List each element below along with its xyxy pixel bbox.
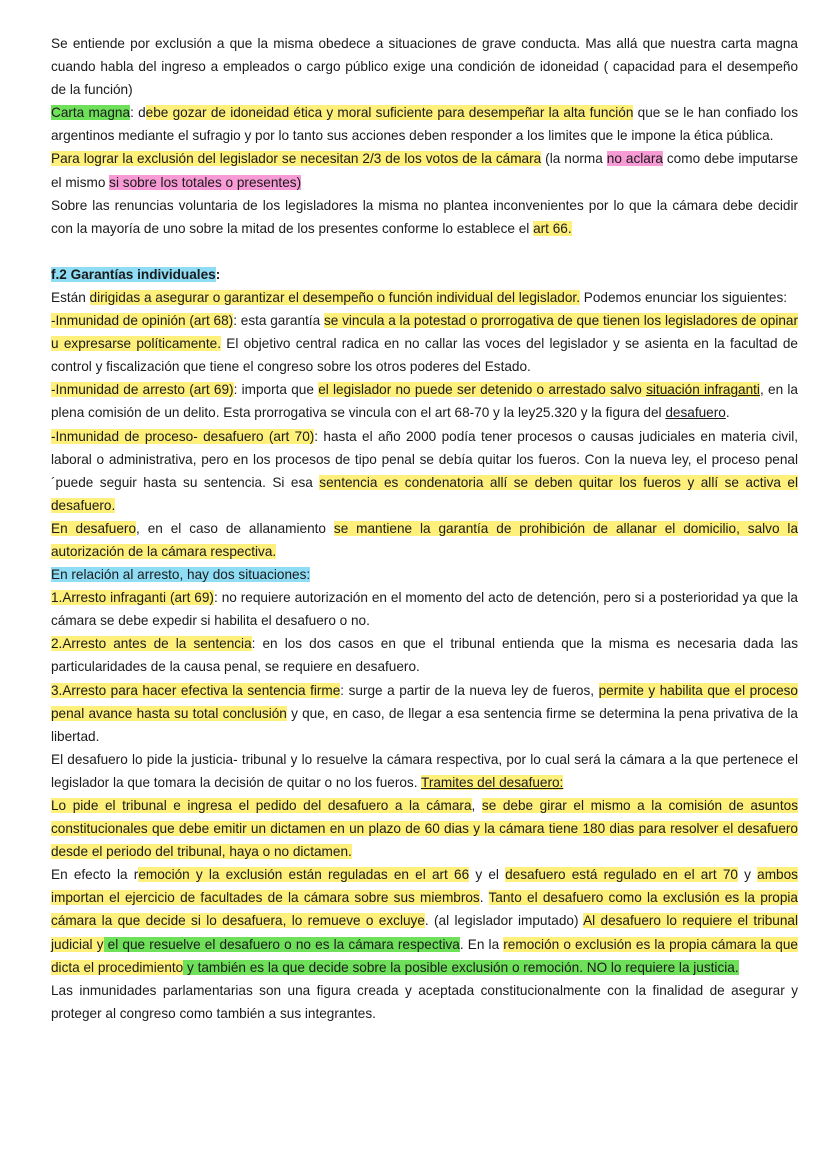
highlighted-text: se debe girar el mismo a la comisión de asuntos constitucionales que debe emitir un dictamen en un plazo de 60 dias y la cámara tiene 180 dias para resolver el desafuero desde el periodo del tribunal, haya o no dictamen. (51, 798, 798, 860)
highlighted-text: En desafuero (51, 520, 137, 536)
paragraph (51, 979, 798, 1025)
highlighted-text: el legislador no puede ser detenido o arrestado salvo (318, 382, 647, 398)
paragraph (51, 679, 798, 748)
highlighted-text: el que resuelve el desafuero o no es la cámara respectiva (103, 936, 460, 952)
highlighted-text: no aclara (606, 151, 663, 167)
text-run: . (479, 890, 489, 906)
highlighted-text: -Inmunidad de arresto (art 69) (51, 382, 234, 398)
text-run: : d (130, 105, 146, 121)
highlighted-text: sentencia es condenatoria allí se deben quitar los fueros y allí se activa el desafuero. (51, 474, 798, 513)
highlighted-text: Lo pide el tribunal e ingresa el pedido del desafuero a la cámara (51, 798, 472, 813)
paragraph (51, 194, 798, 240)
highlighted-text: ebe gozar de idoneidad ética y moral suficiente para desempeñar la alta función (145, 105, 634, 121)
text-run: que se le han confiado los argentinos mediante el sufragio y por lo tanto sus acciones deben responder a los limites que le impone la ética pública. (51, 105, 798, 144)
paragraph (51, 286, 798, 309)
highlighted-text: Carta magna (51, 105, 131, 121)
text-run: . (725, 405, 730, 421)
highlighted-text: Tanto el desafuero como la exclusión es la propia cámara la que decide si lo desafuera, lo remueve o excluye (51, 890, 798, 929)
paragraph-gap (51, 240, 798, 263)
paragraph (51, 863, 798, 978)
highlighted-text: si sobre los totales o presentes) (109, 174, 302, 190)
highlighted-text: ambos importan el ejercicio de facultades de la cámara sobre sus miembros (51, 867, 798, 906)
highlighted-text: Para lograr la exclusión del legislador se necesitan 2/3 de los votos de la cámara (51, 151, 542, 167)
highlighted-text: se vincula a la potestad o prorrogativa de que tienen los legisladores de opinar u expresarse políticamente. (51, 313, 798, 352)
highlighted-text: -Inmunidad de opinión (art 68) (51, 313, 234, 329)
highlighted-text: remoción o exclusión es la propia cámara la que dicta el procedimiento (51, 936, 798, 975)
highlighted-text: se mantiene la garantía de prohibición de allanar el domicilio, salvo la autorización de la cámara respectiva. (51, 520, 799, 559)
paragraph (51, 586, 798, 632)
paragraph (51, 425, 798, 517)
highlighted-text: situación infraganti (646, 382, 760, 398)
text-run: El objetivo central radica en no callar las voces del legislador y se asienta en la facultad de control y fiscalización que tiene el congreso sobre los otros poderes del Estado. (51, 336, 798, 375)
text-run: : (215, 266, 221, 282)
text-run: . En la (459, 936, 504, 952)
text-run: Están (51, 289, 90, 305)
highlighted-text: Tramites del desafuero: (421, 774, 564, 790)
paragraph (51, 563, 798, 586)
highlighted-text: desafuero está regulado en el art 70 (505, 867, 738, 883)
text-run: En efecto la r (51, 867, 139, 883)
paragraph (51, 748, 798, 794)
text-run: . (al legislador imputado) (424, 913, 584, 929)
text-run: y que, en caso, de llegar a esa sentencia firme se determina la pena privativa de la libertad. (51, 705, 798, 744)
highlighted-text: 2.Arresto antes de la sentencia (51, 636, 252, 652)
text-run: : esta garantía (233, 313, 324, 329)
text-run: , en la plena comisión de un delito. Esta prorrogativa se vincula con el art 68-70 y la ley25.320 y la figura del (51, 382, 798, 421)
highlighted-text: art 66. (533, 220, 572, 236)
paragraph (51, 517, 798, 563)
text-run: , (471, 798, 482, 813)
highlighted-text: Al desafuero lo requiere el tribunal judicial y (51, 913, 798, 952)
highlighted-text: emoción y la exclusión están reguladas en el art 66 (138, 867, 470, 883)
text-run: desafuero (665, 405, 726, 421)
highlighted-text: 1.Arresto infraganti (art 69) (51, 590, 214, 606)
text-run: El desafuero lo pide la justicia- tribunal y lo resuelve la cámara respectiva, por lo cual será la cámara a la que pertenece el legislador la que tomara la decisión de quitar o no los fueros. (51, 751, 798, 790)
highlighted-text: En relación al arresto, hay dos situaciones: (51, 567, 311, 583)
paragraph (51, 147, 798, 193)
highlighted-text: permite y habilita que el proceso penal avance hasta su total conclusión (51, 682, 798, 721)
paragraph (51, 263, 798, 286)
highlighted-text: f.2 Garantías individuales (51, 266, 216, 282)
text-run: Sobre las renuncias voluntaria de los legisladores la misma no plantea inconvenientes por lo que la cámara debe decidir con la mayoría de uno sobre la mitad de los presentes conforme lo establece el (51, 197, 798, 236)
text-run: : surge a partir de la nueva ley de fueros, (340, 682, 599, 698)
text-run: y (737, 867, 758, 883)
paragraph (51, 632, 798, 678)
paragraph (51, 309, 798, 378)
highlighted-text: y también es la que decide sobre la posible exclusión o remoción. NO lo requiere la justicia. (183, 959, 739, 975)
text-run: : no requiere autorización en el momento del acto de detención, pero si a posterioridad ya que la cámara se debe expedir si habilita el desafuero o no. (51, 590, 798, 629)
text-run: : en los dos casos en que el tribunal entienda que la misma es necesaria dada las particularidades de la causa penal, se requiere en desafuero. (51, 636, 798, 675)
paragraph (51, 378, 798, 424)
highlighted-text: 3.Arresto para hacer efectiva la sentencia firme (51, 682, 341, 698)
text-run: Se entiende por exclusión a que la misma obedece a situaciones de grave conducta. Mas allá que nuestra carta magna cuando habla del ingreso a empleados o cargo público exige una condición de idoneidad ( capacidad para el desempeño de la función) (51, 36, 798, 98)
paragraph (51, 101, 798, 147)
highlighted-text: -Inmunidad de proceso- desafuero (art 70) (51, 428, 315, 444)
paragraph (51, 32, 798, 101)
text-run: : importa que (233, 382, 319, 398)
highlighted-text: dirigidas a asegurar o garantizar el desempeño o función individual del legislador. (89, 289, 580, 305)
text-run: : hasta el año 2000 podía tener procesos o causas judiciales en materia civil, laboral o administrativa, pero en los procesos de tipo penal se debía quitar los fueros. Con la nueva ley, el proceso penal ´puede seguir hasta su sentencia. Si esa (51, 428, 799, 490)
text-run: Las inmunidades parlamentarias son una figura creada y aceptada constitucionalmente con la finalidad de asegurar y proteger al congreso como también a sus integrantes. (51, 982, 798, 1021)
text-run: (la norma (541, 151, 607, 167)
paragraph (51, 794, 798, 863)
text-run: , en el caso de allanamiento (136, 520, 334, 536)
text-run: como debe imputarse el mismo (51, 151, 799, 190)
text-run: Podemos enunciar los siguientes: (579, 289, 788, 305)
text-run: y el (469, 867, 506, 883)
